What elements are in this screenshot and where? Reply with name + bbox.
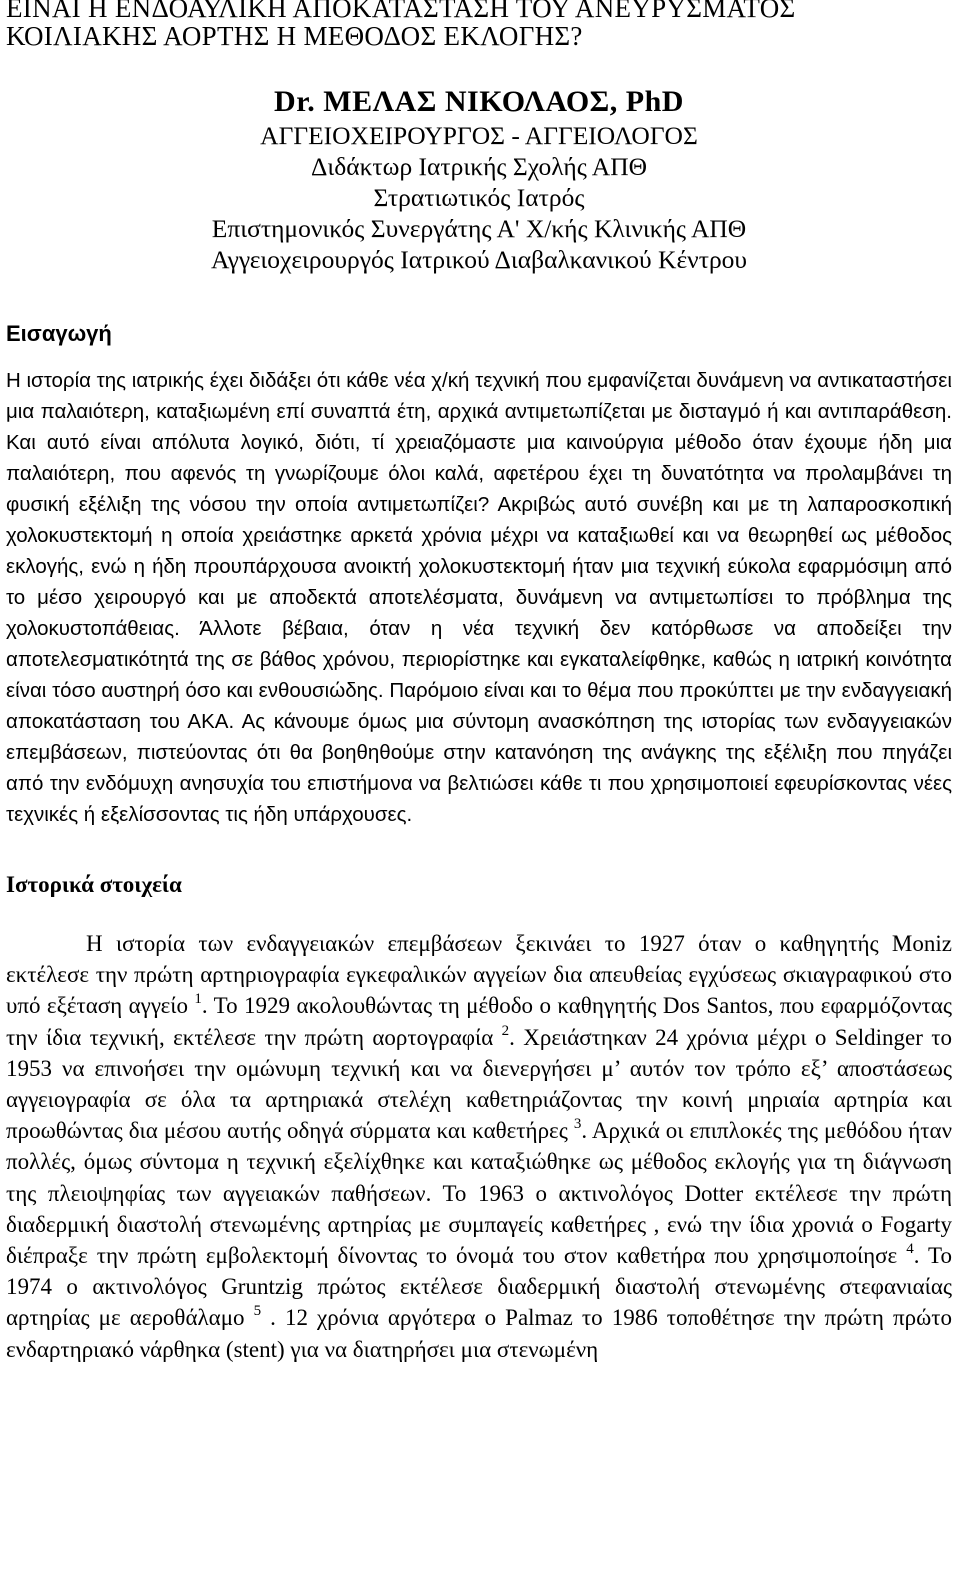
reference-5: 5 <box>253 1303 262 1320</box>
history-paragraph <box>6 928 952 1365</box>
intro-paragraph: Η ιστορία της ιατρικής έχει διδάξει ότι κάθε νέα χ/κή τεχνική που εμφανίζεται δυνάμενη να αντικαταστήσει μια παλαιότερη, καταξιωμένη επί συναπτά έτη, αρχικά αντιμετωπίζεται με δισταγμό ή και αντιπαράθεση. Και αυτό είναι απόλυτα λογικό, διότι, τί χρειαζόμαστε μια καινούργια μέθοδο όταν έχουμε ήδη μια παλαιότερη, που αφενός τη γνωρίζουμε όλοι καλά, αφετέρου έχει τη δυνατότητα να προλαμβάνει τη φυσική εξέλιξη της νόσου την οποία αντιμετωπίζει? Ακριβώς αυτό συνέβη και με τη λαπαροσκοπική χολοκυστεκτομή η οποία χρειάστηκε αρκετά χρόνια μέχρι να καταξιωθεί και να θεωρηθεί ως μέθοδος εκλογής, ενώ η ήδη προυπάρχουσα ανοικτή χολοκυστεκτομή ήταν μια τεχνική εύκολα εφαρμόσιμη από το μέσο χειρουργό και με αποδεκτά αποτελέσματα, δυνάμενη να αντιμετωπίσει το πρόβλημα της χολοκυστοπάθειας. Άλλοτε βέβαια, όταν η νέα τεχνική δεν κατόρθωσε να αποδείξει την αποτελεσματικότητά της σε βάθος χρόνου, περιορίστηκε και εγκαταλείφθηκε, καθώς η ιατρική κοινότητα είναι τόσο αυστηρή όσο και ενθουσιώδης. Παρόμοιο είναι και το θέμα που προκύπτει με την ενδαγγειακή αποκατάσταση του ΑΚΑ. Ας κάνουμε όμως μια σύντομη ανασκόπηση της ιστορίας των ενδαγγειακών επεμβάσεων, πιστεύοντας ότι θα βοηθηθούμε στην κατανόηση της ανάγκης της εξέλιξη που πηγάζει από την ενδόμυχη ανησυχία του επιστήμονα να βελτιώσει κάθε τι που χρησιμοποιεί εφευρίσκοντας νέες τεχνικές ή εξελίσσοντας τις ήδη υπάρχουσες. <box>6 369 952 826</box>
author-specialty: ΑΓΓΕΙΟΧΕΙΡΟΥΡΓΟΣ - ΑΓΓΕΙΟΛΟΓΟΣ <box>260 121 698 150</box>
history-text-6: . 12 χρόνια αργότερα ο Palmaz το 1986 τοποθέτησε την πρώτη πρώτο ενδαρτηριακό νάρθηκα (stent) για να διατηρήσει μια στενωμένη <box>6 1305 952 1362</box>
author-affiliation-1: Διδάκτωρ Ιατρικής Σχολής ΑΠΘ <box>310 152 648 181</box>
title-line-2: ΚΟΙΛΙΑΚΗΣ ΑΟΡΤΗΣ Η ΜΕΘΟΔΟΣ ΕΚΛΟΓΗΣ? <box>6 21 583 51</box>
reference-1: 1 <box>194 991 202 1008</box>
reference-4: 4 <box>906 1241 914 1258</box>
author-name: Dr. ΜΕΛΑΣ ΝΙΚΟΛΑΟΣ, PhD <box>274 85 684 118</box>
author-affiliation-3: Επιστημονικός Συνεργάτης Α' Χ/κής Κλινικής ΑΠΘ <box>211 214 747 243</box>
author-affiliation-2: Στρατιωτικός Ιατρός <box>373 183 585 212</box>
document-title <box>6 0 952 50</box>
history-text-1: Η ιστορία των ενδαγγειακών επεμβάσεων ξεκινάει το 1927 όταν ο καθηγητής Moniz εκτέλεσε την πρώτη αρτηριογραφία εγκεφαλικών αγγείων δια απευθείας εγχύσεως σκιαγραφικού στο υπό εξέταση αγγείο <box>6 931 952 1019</box>
reference-3: 3 <box>573 1116 582 1133</box>
reference-2: 2 <box>501 1022 510 1039</box>
history-heading: Ιστορικά στοιχεία <box>6 872 182 897</box>
title-line-1: ΕΙΝΑΙ Η ΕΝΔΟΑΥΛΙΚΗ ΑΠΟΚΑΤΑΣΤΑΣΗ ΤΟΥ ΑΝΕΥΡΥΣΜΑΤΟΣ <box>6 0 796 23</box>
document-page <box>6 0 952 1365</box>
history-text-5: . Το 1974 ο ακτινολόγος Gruntzig πρώτος εκτέλεσε διαδερμική διαστολή στενωμένης στεφανιαίας αρτηρίας με αεροθάλαμο <box>6 1243 952 1331</box>
history-text-4: . Αρχικά οι επιπλοκές της μεθόδου ήταν πολλές, όμως σύντομα η τεχνική εξελίχθηκε και καταξιώθηκε ως μέθοδος εκλογής για τη διάγνωση της πλειοψηφίας των αγγειακών παθήσεων. Το 1963 ο ακτινολόγος Dotter εκτέλεσε την πρώτη διαδερμική διαστολή στενωμένης αρτηρίας με συμπαγείς καθετήρες , ενώ την ίδια χρονιά ο Fogarty διέπραξε την πρώτη εμβολεκτομή δίνοντας το όνομά του στον καθετήρα που χρησιμοποίησε <box>6 1118 953 1269</box>
history-text-2: . Το 1929 ακολουθώντας τη μέθοδο ο καθηγητής Dos Santos, που εφαρμόζοντας την ίδια τεχνική, εκτέλεσε την πρώτη αορτογραφία <box>6 993 953 1050</box>
author-affiliation-4: Αγγειοχειρουργός Ιατρικού Διαβαλκανικού Κέντρου <box>210 245 748 274</box>
history-text-3: . Χρειάστηκαν 24 χρόνια μέχρι ο Seldinger το 1953 να επινοήσει την ομώνυμη τεχνική και να διενεργήσει μ’ αυτόν τον τρόπο εξ’ αποστάσεως αγγειογραφία σε όλα τα αρτηριακά στελέχη καθετηριάζοντας την κοινή μηριαία αρτηρία και προωθώντας δια μέσου αυτής οδηγά σύρματα και καθετήρες <box>6 1024 952 1144</box>
intro-heading: Εισαγωγή <box>6 321 112 346</box>
author-block <box>6 84 952 275</box>
